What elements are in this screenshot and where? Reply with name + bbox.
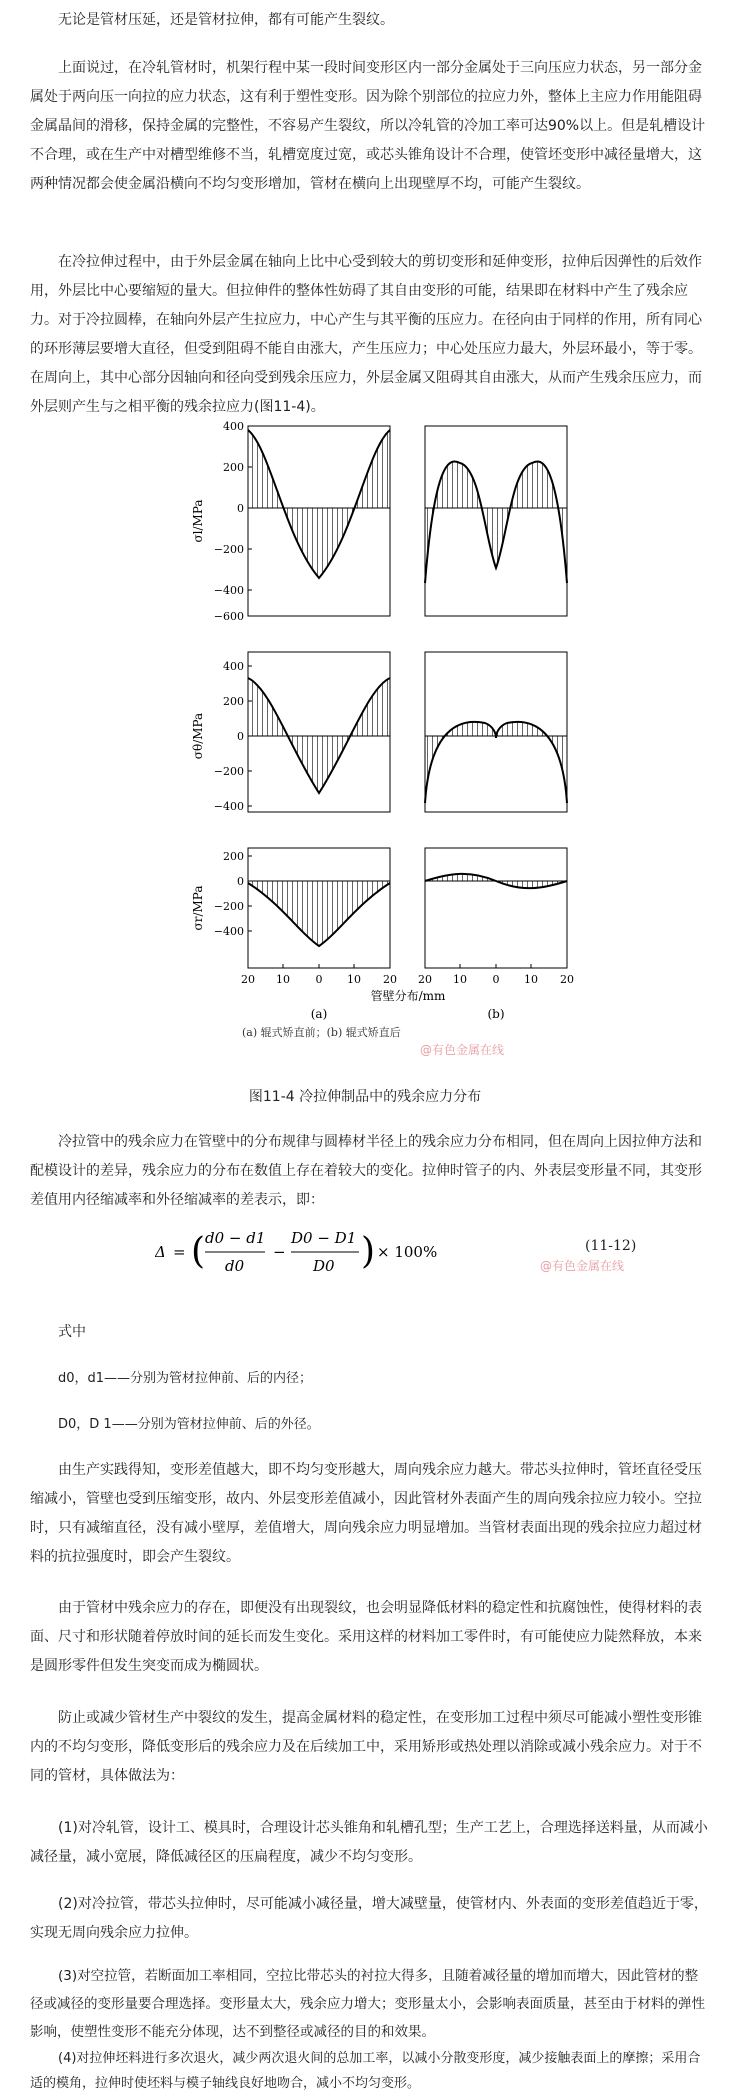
paragraph-9: 由于管材中残余应力的存在，即便没有出现裂纹，也会明显降低材料的稳定性和抗腐蚀性，使得材料的表面、尺寸和形状随着停放时间的延长而发生变化。采用这样的材料加工零件时，有可能使应力陡然释放，本来是圆形零件但发生突变而成为椭圆状。 (30, 1600, 702, 1674)
formula-den1: d0 (225, 1257, 245, 1275)
ylabel-sigma-l: σl/MPa (191, 499, 205, 543)
tick-top-1: 200 (223, 461, 244, 474)
xtick-a-0: 20 (241, 973, 255, 986)
tick-mid-2: 0 (237, 730, 244, 743)
paragraph-11: (1)对冷轧管，设计工、模具时，合理设计芯头锥角和轧槽孔型；生产工艺上，合理选择送料量，从而减小减径量，减小宽展，降低减径区的压扁程度，减少不均匀变形。 (30, 1820, 708, 1865)
formula-num1: d0 − d1 (205, 1229, 266, 1247)
xtick-b-2: 0 (492, 973, 500, 986)
tick-mid-4: −400 (213, 800, 244, 813)
paragraph-8: 由生产实践得知，变形差值越大，即不均匀变形越大，周向残余应力越大。带芯头拉伸时，管坯直径受压缩减小，管壁也受到压缩变形，故内、外层变形差值减小，因此管材外表面产生的周向残余拉应力较小。空拉时，只有减缩直径，没有减小壁厚，差值增大，周向残余应力明显增加。当管材表面出现的残余拉应力超过材料的抗拉强度时，即会产生裂纹。 (30, 1462, 702, 1565)
xtick-b-1: 10 (453, 973, 467, 986)
formula-lparen: ( (191, 1231, 206, 1272)
paragraph-14: (4)对拉伸坯料进行多次退火，减少两次退火间的总加工率，以减小分散变形度，减少接触表面上的摩擦；采用合适的模角，拉伸时使坯料与模子轴线良好地吻合，减小不均匀变形。 (30, 2051, 701, 2091)
formula-num2: D0 − D1 (291, 1229, 357, 1247)
paragraph-3: 在冷拉伸过程中，由于外层金属在轴向上比中心受到较大的剪切变形和延伸变形，拉伸后因弹性的后效作用，外层比中心要缩短的量大。但拉伸件的整体性妨碍了其自由变形的可能，结果即在材料中产生了残余应力。对于冷拉圆棒，在轴向外层产生拉应力，中心产生与其平衡的压应力。在径向由于同样的作用，所有同心的环形薄层要增大直径，但受到阻碍不能自由涨大，产生压应力；中心处压应力最大，外层环最小，等于零。在周向上，其中心部分因轴向和径向受到残余压应力，外层金属又阻碍其自由涨大，从而产生残余压应力，而外层则产生与之相平衡的残余拉应力(图11-4)。 (30, 254, 702, 415)
ylabel-sigma-theta: σθ/MPa (191, 712, 205, 760)
paragraph-1: 无论是管材压延，还是管材拉伸，都有可能产生裂纹。 (58, 12, 394, 28)
paragraph-7: D0，D 1——分别为管材拉伸前、后的外径。 (58, 1417, 320, 1432)
paragraph-13: (3)对空拉管，若断面加工率相同，空拉比带芯头的衬拉大得多，且随着减径量的增加而增大，因此管材的整径或减径的变形量要合理选择。变形量太大，残余应力增大；变形量太小，会影响表面质量，甚至由于材料的弹性影响，使塑性变形不能充分体现，达不到整径或减径的目的和效果。 (30, 1968, 705, 2040)
frame-mid-b (425, 652, 567, 812)
tick-mid-1: 200 (223, 695, 244, 708)
paragraph-2: 上面说过，在冷轧管材时，机架行程中某一段时间变形区内一部分金属处于三向压应力状态，另一部分金属处于两向压一向拉的应力状态，这有利于塑性变形。因为除个别部位的拉应力外，整体上主应力作用能阻碍金属晶间的滑移，保持金属的完整性，不容易产生裂纹，所以冷轧管的冷加工率可达90%以上。但是轧槽设计不合理，或在生产中对槽型维修不当，轧槽宽度过宽，或芯头锥角设计不合理，使管坯变形中减径量增大，这两种情况都会使金属沿横向不均匀变形增加，管材在横向上出现壁厚不均，可能产生裂纹。 (30, 60, 706, 192)
formula-number: (11-12) (585, 1238, 637, 1254)
x-axis-label: 管壁分布/mm (370, 989, 446, 1003)
panel-b-label: (b) (487, 1007, 505, 1021)
xtick-a-4: 20 (383, 973, 397, 986)
paragraph-12: (2)对冷拉管，带芯头拉伸时，尽可能减小减径量，增大减壁量，使管材内、外表面的变形差值趋近于零，实现无周向残余应力拉伸。 (30, 1896, 708, 1941)
tick-top-0: 400 (223, 420, 244, 433)
tick-top-2: 0 (237, 502, 244, 515)
watermark-figure: @有色金属在线 (420, 1043, 505, 1057)
tick-bot-3: −400 (213, 925, 244, 938)
xtick-a-2: 0 (315, 973, 323, 986)
tick-bot-1: 0 (237, 875, 244, 888)
formula-minus: − (273, 1243, 286, 1261)
formula-eq: = (173, 1243, 186, 1261)
xtick-b-4: 20 (560, 973, 574, 986)
paragraph-4: 冷拉管中的残余应力在管壁中的分布规律与圆棒材半径上的残余应力分布相同，但在周向上因拉伸方法和配模设计的差异，残余应力的分布在数值上存在着较大的变化。拉伸时管子的内、外表层变形量不同，其变形差值用内径缩减率和外径缩减率的差表示，即： (30, 1134, 702, 1208)
ylabel-sigma-r: σr/MPa (191, 885, 205, 931)
formula-rparen: ) (361, 1231, 376, 1272)
tick-mid-0: 400 (223, 660, 244, 673)
xtick-b-0: 20 (418, 973, 432, 986)
paragraph-6: d0，d1——分别为管材拉伸前、后的内径； (58, 1371, 313, 1386)
paragraph-10: 防止或减少管材生产中裂纹的发生，提高金属材料的稳定性，在变形加工过程中须尽可能减小塑性变形锥内的不均匀变形，降低变形后的残余应力及在后续加工中，采用矫形或热处理以消除或减小残余应力。对于不同的管材，具体做法为： (30, 1710, 702, 1784)
watermark-formula: @有色金属在线 (540, 1259, 625, 1273)
curve-mid-b (425, 722, 567, 803)
figure-subcaption: (a) 辊式矫直前；(b) 辊式矫直后 (242, 1026, 401, 1039)
tick-mid-3: −200 (213, 765, 244, 778)
xtick-a-1: 10 (276, 973, 290, 986)
formula-den2: D0 (313, 1257, 335, 1275)
tick-bot-2: −200 (213, 900, 244, 913)
frame-bot-b (425, 848, 567, 968)
formula-11-12 (155, 1215, 615, 1285)
tick-bot-0: 200 (223, 850, 244, 863)
figure-caption: 图11-4 冷拉伸制品中的残余应力分布 (248, 1089, 482, 1105)
xtick-a-3: 10 (347, 973, 361, 986)
tick-top-5: −600 (213, 610, 244, 623)
formula-tail: × 100% (377, 1243, 438, 1261)
tick-top-4: −400 (213, 584, 244, 597)
xtick-b-3: 10 (524, 973, 538, 986)
stress-distribution-figure (160, 418, 600, 1030)
tick-top-3: −200 (213, 543, 244, 556)
formula-lhs: Δ (155, 1243, 166, 1261)
panel-a-label: (a) (310, 1007, 328, 1021)
paragraph-5: 式中 (58, 1324, 86, 1340)
